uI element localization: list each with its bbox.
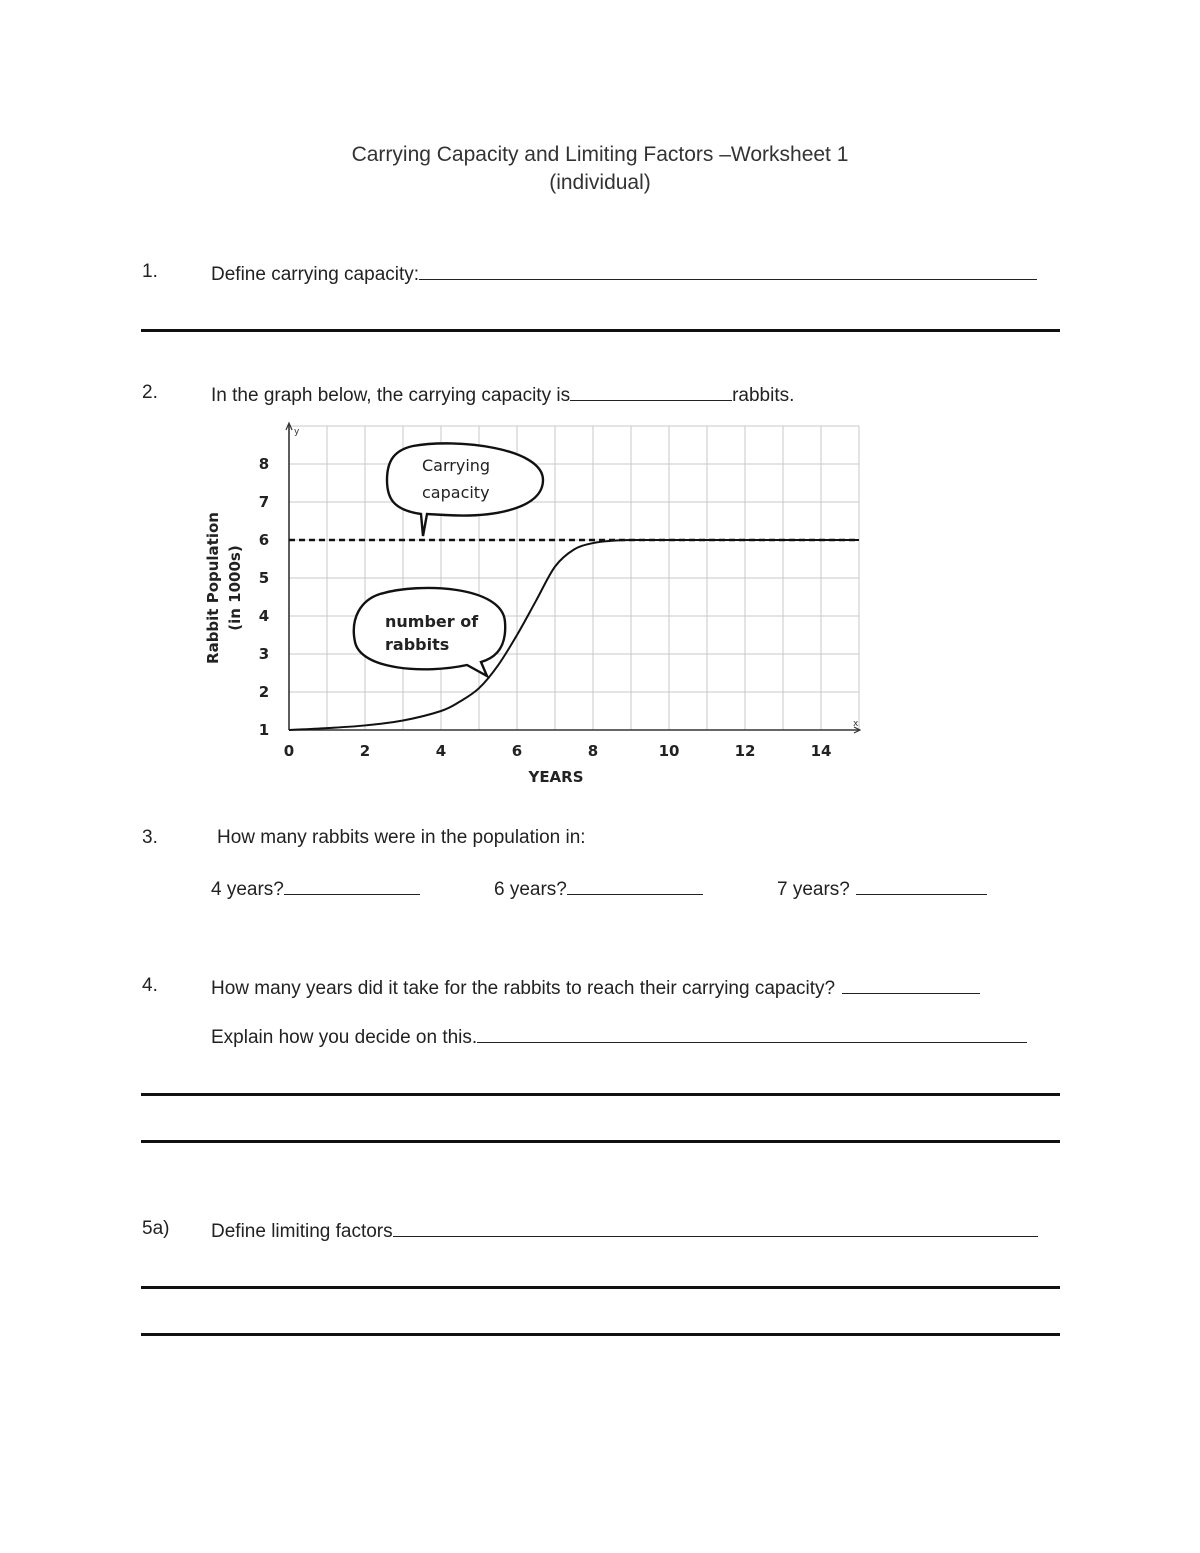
question-3-part-6-years <box>494 876 703 901</box>
question-3-part-4-years <box>211 876 420 901</box>
part-label: 6 years? <box>494 879 567 900</box>
x-axis-letter: x <box>853 719 859 729</box>
chart-callouts <box>354 443 543 676</box>
question-1-number: 1. <box>142 261 158 282</box>
y-tick-label: 4 <box>258 607 270 625</box>
x-axis-label: YEARS <box>528 768 584 786</box>
y-tick-label: 2 <box>258 683 270 701</box>
x-tick-label: 10 <box>658 742 680 760</box>
y-tick-label: 5 <box>258 569 270 587</box>
question-5a-text: Define limiting factors <box>211 1221 393 1242</box>
x-tick-label: 14 <box>810 742 832 760</box>
question-5a-number: 5a) <box>142 1218 170 1239</box>
y-axis-label-line2: (in 1000s) <box>226 545 244 631</box>
question-3-text: How many rabbits were in the population in: <box>217 827 586 848</box>
x-tick-label: 4 <box>435 742 447 760</box>
number-of-rabbits-callout-line1: number of <box>385 612 479 631</box>
question-4-explain <box>211 1024 1027 1049</box>
question-1 <box>211 261 1037 286</box>
explain-answer-blank[interactable] <box>477 1024 1027 1043</box>
question-4-number: 4. <box>142 975 158 996</box>
carrying-capacity-callout-line2: capacity <box>422 483 490 502</box>
population-chart <box>195 418 875 793</box>
answer-blank-6-years[interactable] <box>567 876 703 895</box>
x-tick-label: 6 <box>511 742 523 760</box>
question-4 <box>211 975 980 1000</box>
question-2 <box>211 382 794 407</box>
question-3-number: 3. <box>142 827 158 848</box>
y-tick-label: 8 <box>258 455 270 473</box>
question-5a <box>211 1218 1038 1243</box>
number-of-rabbits-bubble <box>354 588 505 676</box>
question-2-number: 2. <box>142 382 158 403</box>
x-tick-label: 0 <box>283 742 295 760</box>
x-tick-label: 12 <box>734 742 756 760</box>
number-of-rabbits-callout-line2: rabbits <box>385 635 450 654</box>
limiting-factors-answer-blank[interactable] <box>393 1218 1038 1237</box>
x-tick-label: 8 <box>587 742 599 760</box>
y-tick-label: 3 <box>258 645 270 663</box>
answer-line[interactable] <box>141 329 1060 332</box>
y-tick-label: 1 <box>258 721 270 739</box>
answer-line[interactable] <box>141 1140 1060 1143</box>
question-2-text: In the graph below, the carrying capacity is <box>211 385 571 406</box>
answer-line[interactable] <box>141 1333 1060 1336</box>
y-axis-letter: y <box>294 427 300 437</box>
answer-line[interactable] <box>141 1093 1060 1096</box>
years-answer-blank[interactable] <box>842 975 980 994</box>
chart-grid <box>289 426 859 730</box>
question-1-answer-blank[interactable] <box>419 261 1037 280</box>
chart-ticks <box>259 455 832 760</box>
question-3-part-7-years <box>777 876 987 901</box>
answer-blank-7-years[interactable] <box>856 876 987 895</box>
answer-blank-4-years[interactable] <box>284 876 420 895</box>
worksheet-subtitle: (individual) <box>549 171 651 194</box>
carrying-capacity-answer-blank[interactable] <box>570 382 732 401</box>
carrying-capacity-callout-line1: Carrying <box>422 456 491 475</box>
answer-line[interactable] <box>141 1286 1060 1289</box>
explain-text: Explain how you decide on this. <box>211 1027 478 1048</box>
part-label: 4 years? <box>211 879 284 900</box>
question-4-text: How many years did it take for the rabbits to reach their carrying capacity? <box>211 978 836 999</box>
y-axis-label-line1: Rabbit Population <box>204 512 222 664</box>
worksheet-title: Carrying Capacity and Limiting Factors –Worksheet 1 <box>351 143 849 166</box>
question-1-text: Define carrying capacity: <box>211 264 420 285</box>
question-2-suffix: rabbits. <box>732 385 795 406</box>
y-tick-label: 7 <box>258 493 270 511</box>
x-tick-label: 2 <box>359 742 371 760</box>
y-tick-label: 6 <box>258 531 270 549</box>
part-label: 7 years? <box>777 879 850 900</box>
